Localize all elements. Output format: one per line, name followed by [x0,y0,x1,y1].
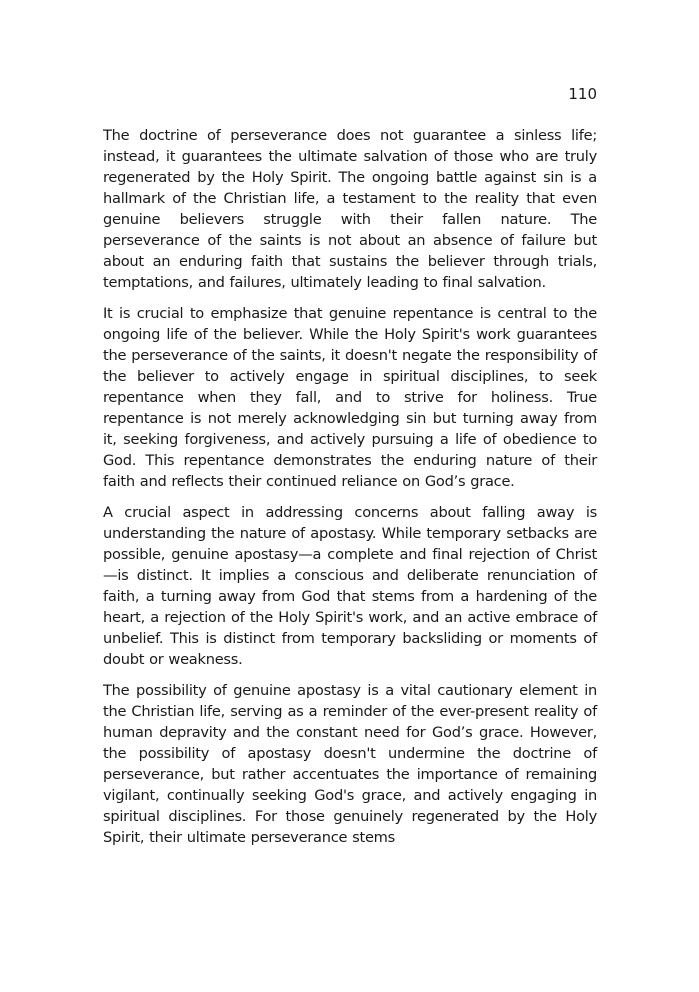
paragraph-2: It is crucial to emphasize that genuine repentance is central to the ongoing life of the believer. While the Holy Spirit's work guarantees the perseverance of the saints, it doesn't negate the responsibility of the believer to actively engage in spiritual disciplines, to seek repentance when they fall, and to strive for holiness. True repentance is not merely acknowledging sin but turning away from it, seeking forgiveness, and actively pursuing a life of obedience to God. This repentance demonstrates the enduring nature of their faith and reflects their continued reliance on God’s grace. [103,305,597,490]
body-text [103,125,597,858]
paragraph-1: The doctrine of perseverance does not guarantee a sinless life; instead, it guarantees the ultimate salvation of those who are truly regenerated by the Holy Spirit. The ongoing battle against sin is a hallmark of the Christian life, a testament to the reality that even genuine believers struggle with their fallen nature. The perseverance of the saints is not about an absence of failure but about an enduring faith that sustains the believer through trials, temptations, and failures, ultimately leading to final salvation. [103,127,597,291]
paragraph-3: A crucial aspect in addressing concerns about falling away is understanding the nature of apostasy. While temporary setbacks are possible, genuine apostasy—a complete and final rejection of Christ—is distinct. It implies a conscious and deliberate renunciation of faith, a turning away from God that stems from a hardening of the heart, a rejection of the Holy Spirit's work, and an active embrace of unbelief. This is distinct from temporary backsliding or moments of doubt or weakness. [103,504,597,668]
paragraph-4: The possibility of genuine apostasy is a vital cautionary element in the Christian life, serving as a reminder of the ever-present reality of human depravity and the constant need for God’s grace. However, the possibility of apostasy doesn't undermine the doctrine of perseverance, but rather accentuates the importance of remaining vigilant, continually seeking God's grace, and actively engaging in spiritual disciplines. For those genuinely regenerated by the Holy Spirit, their ultimate perseverance stems [103,682,597,846]
page-number: 110 [568,85,597,103]
